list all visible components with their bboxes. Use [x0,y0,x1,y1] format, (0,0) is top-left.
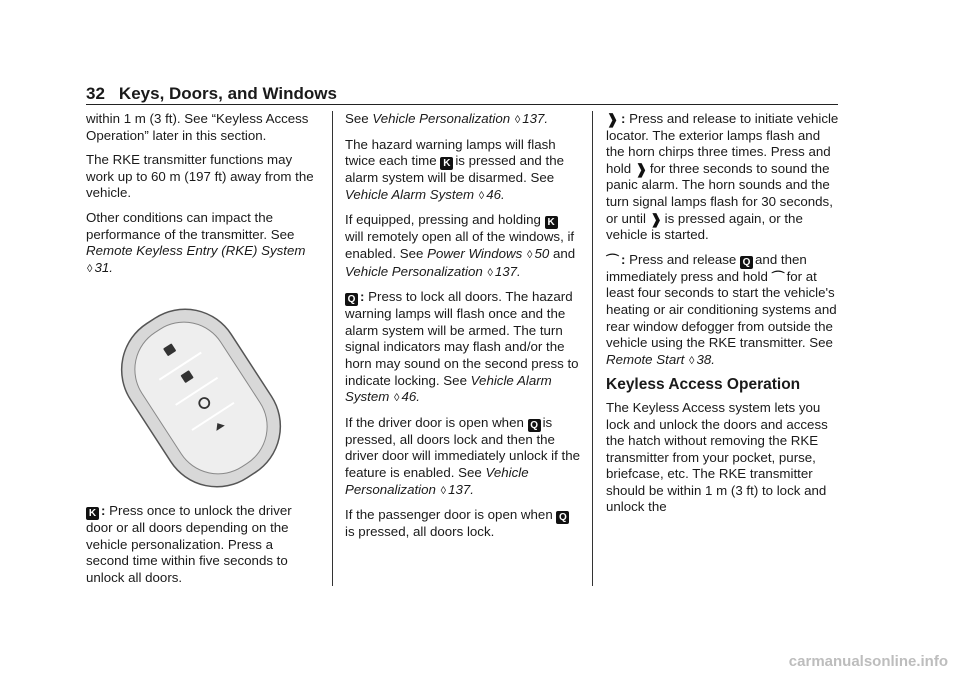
cross-reference-link[interactable]: Vehicle Personalization [345,464,529,497]
lead: : [621,111,626,126]
page-reference[interactable]: 46. [401,389,420,405]
section-heading: Keyless Access Operation [606,376,801,394]
text: and [552,245,576,261]
vehicle-locator-icon [650,213,663,226]
text: Other conditions can impact the performance of the transmitter. See [86,209,295,242]
page-header [86,84,337,104]
page-reference[interactable]: 31. [94,259,113,275]
cross-reference-link[interactable]: Power Windows [427,245,523,261]
page-reference[interactable]: 137. [494,263,521,279]
paragraph [86,503,314,586]
page-ref-arrow-icon: ◊ [527,248,533,261]
text: Press and release [629,251,737,267]
page-ref-arrow-icon: ◊ [87,262,93,275]
lock-button-icon [740,256,753,269]
paragraph [606,252,842,370]
text: Press and release to initiate vehicle locator. The exterior lamps flash and the horn chirps three times. Press and hold [606,111,839,176]
paragraph [345,111,580,129]
cross-reference-link[interactable]: Vehicle Alarm System [345,372,552,405]
text: for at least four seconds to start the vehicle's heating or air conditioning systems and rear window defogger from outside the vehicle using the RKE transmitter. See [606,268,837,351]
column-1 [86,111,314,285]
page-ref-arrow-icon: ◊ [478,189,485,202]
remote-start-icon [772,271,785,284]
text: If the driver door is open when [345,414,524,430]
page-reference[interactable]: 137. [522,111,549,126]
paragraph [606,111,842,244]
text: for three seconds to sound the panic alarm. The horn sounds and the turn signal lamps flash for 30 seconds, or until [606,160,833,226]
column-divider [332,111,333,586]
text: is pressed, all doors lock. [345,524,495,540]
lead: : [101,503,106,518]
text: is pressed again, or the vehicle is started. [606,210,803,243]
unlock-description [86,503,314,594]
remote-start-icon [606,254,619,267]
column-divider [592,111,593,586]
text: Press once to unlock the driver door or all doors depending on the vehicle personalization. Press a second time within five seconds to unlock all doors. [86,503,292,585]
watermark: carmanualsonline.info [788,653,948,670]
paragraph [345,415,580,499]
text: Press to lock all doors. The hazard warning lamps will flash once and the alarm system will be armed. The turn signal indicators may flash and/or the horn may sound on the second press to indicate locking. See [345,289,579,388]
paragraph: The RKE transmitter functions may work up to 60 m (197 ft) away from the vehicle. [86,152,314,201]
paragraph: within 1 m (3 ft). See “Keyless Access Operation” later in this section. [86,111,309,143]
page-ref-arrow-icon: ◊ [487,266,493,279]
page-number: 32 [86,84,105,103]
text: will remotely open all of the windows, if enabled. See [345,229,575,261]
vehicle-locator-icon [635,163,648,176]
paragraph [345,212,580,281]
column-2 [345,111,580,549]
text: If the passenger door is open when [345,507,553,523]
paragraph [345,507,580,541]
paragraph [86,210,314,277]
key-fob-illustration [96,298,306,498]
section-title: Keys, Doors, and Windows [118,84,337,103]
header-rule [86,104,838,105]
paragraph [345,289,580,407]
paragraph [345,137,580,205]
cross-reference-link[interactable]: Vehicle Personalization [345,263,483,279]
vehicle-locator-icon [606,113,619,126]
text: is pressed, all doors lock and then the driver door will immediately unlock if the feature is enabled. See [345,414,581,480]
unlock-button-icon [440,157,453,170]
lock-button-icon [345,293,358,306]
page-reference[interactable]: 50 [534,245,550,261]
paragraph: The Keyless Access system lets you lock and unlock the doors and access the hatch without removing the RKE transmitter from your pocket, purse, briefcase, etc. The RKE transmitter should be within 1 m (3 ft) to lock and unlock the [606,399,828,515]
text: is pressed and the alarm system will be disarmed. See [345,153,565,186]
text: If equipped, pressing and holding [345,212,541,228]
text: and then immediately press and hold [606,251,807,284]
lock-button-icon [528,419,541,432]
lead: : [621,251,626,267]
page-ref-arrow-icon: ◊ [440,484,447,497]
text: The hazard warning lamps will flash twice each time [345,136,556,169]
unlock-button-icon [545,216,558,229]
page-ref-arrow-icon: ◊ [689,354,695,367]
column-3 [606,111,842,524]
page-ref-arrow-icon: ◊ [514,114,521,126]
cross-reference-link[interactable]: Remote Keyless Entry (RKE) System [86,243,306,259]
page-ref-arrow-icon: ◊ [394,392,400,405]
text: See [345,111,369,126]
cross-reference-link[interactable]: Vehicle Personalization [372,111,511,126]
page-reference[interactable]: 38. [696,351,715,367]
lead: : [360,289,365,305]
cross-reference-link[interactable]: Remote Start [606,351,685,367]
page-reference[interactable]: 137. [448,481,474,497]
page-reference[interactable]: 46. [486,186,505,202]
unlock-button-icon [86,507,99,520]
cross-reference-link[interactable]: Vehicle Alarm System [345,186,475,202]
lock-button-icon [556,511,569,524]
